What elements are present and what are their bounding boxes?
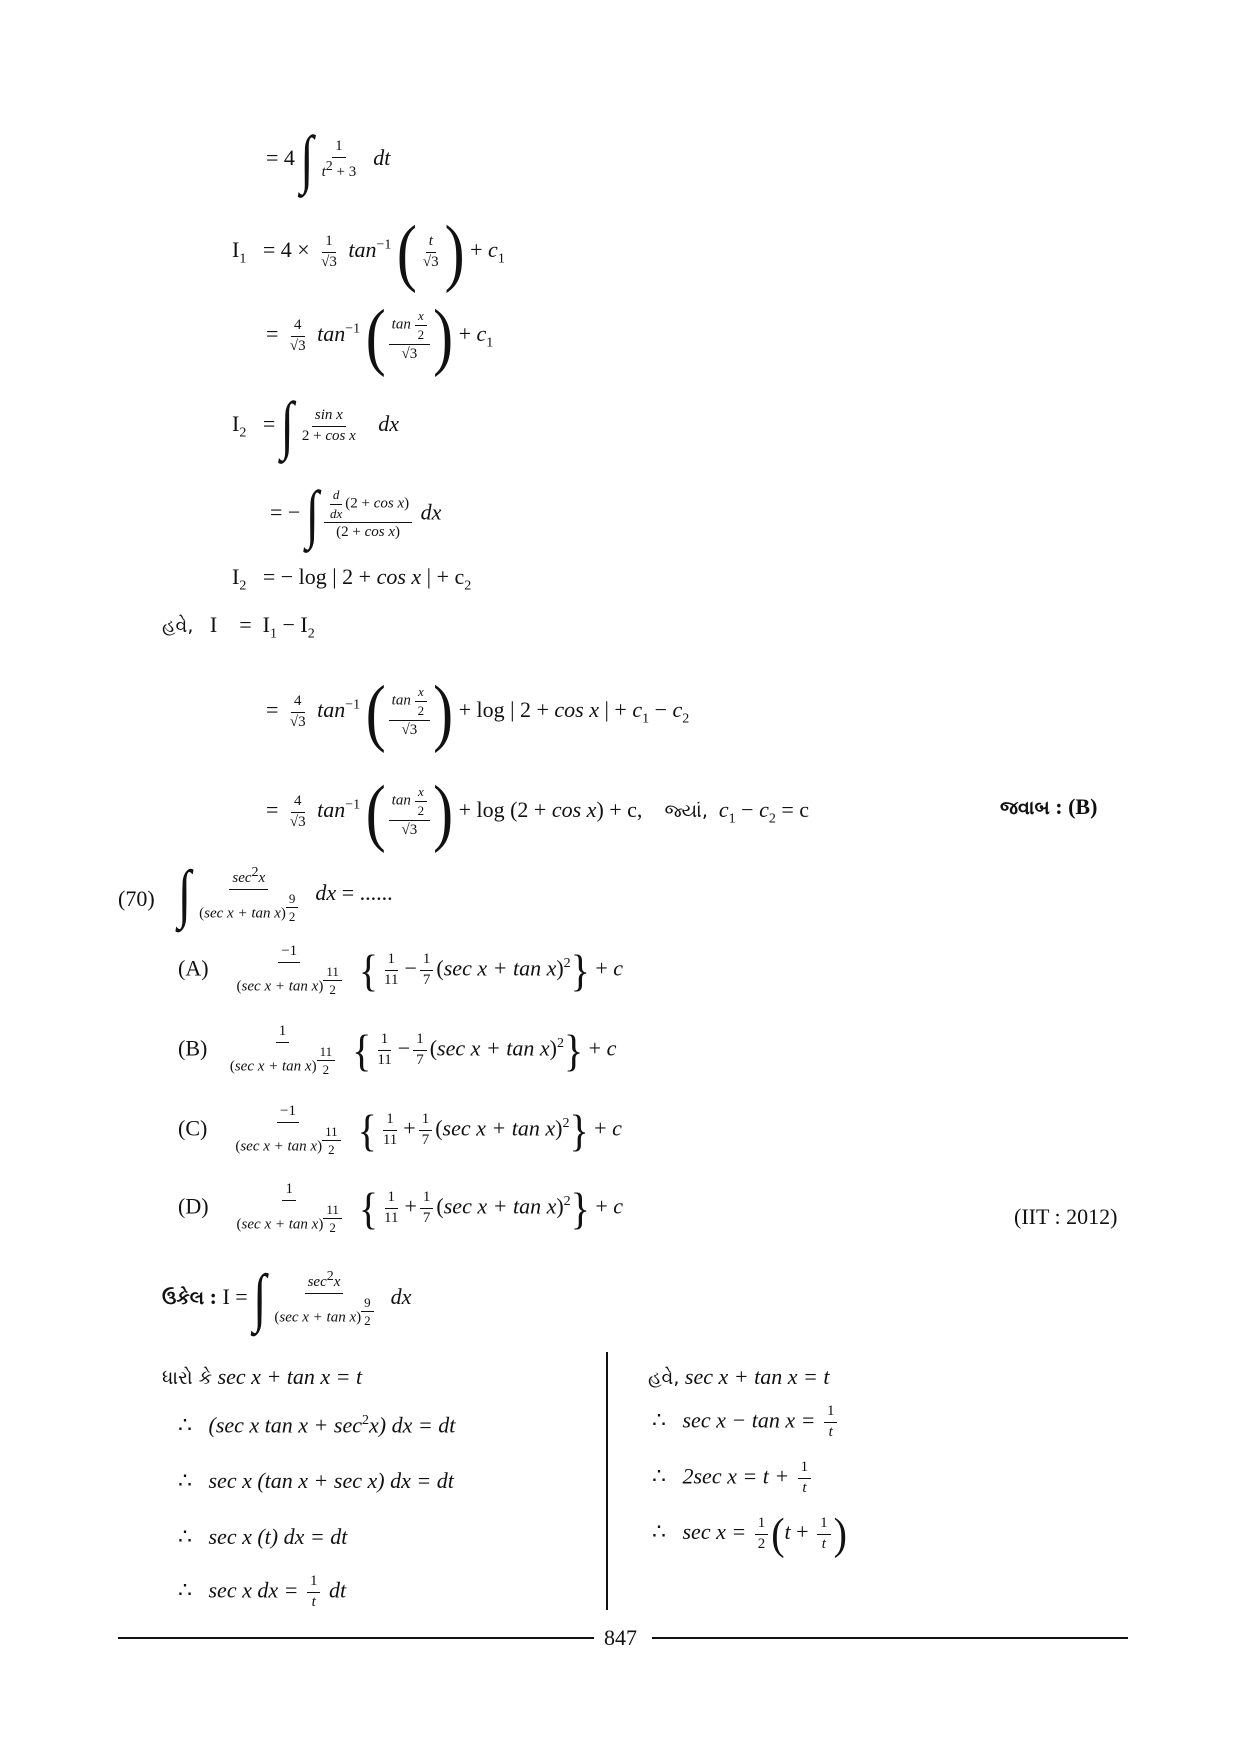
sol-right-3: ∴ 2sec x = t + $\frac{1}{t}$ <box>652 1460 814 1497</box>
question-source: (IIT : 2012) <box>1014 1204 1118 1229</box>
answer: જવાબ : (B) <box>1000 794 1098 819</box>
eq-line-8: = $\frac{4}{√3}$ $\tan^{-1}$ ( tan $\frac{x}{2}$ √3 ) + log | 2 + cos x | + $c_1 - c_2$ <box>266 670 690 754</box>
sol-left-3: ∴ sec x (tan x + sec x) dx = dt <box>178 1468 454 1493</box>
eq-line-4: $I_2$ = ∫ $\frac{\text{sin x}}{\text{2 + cos x}}$ dx <box>232 389 400 462</box>
eq-line-3: = $\frac{4}{√3}$ $\tan^{-1}$ ( tan $\frac{x}{2}$ √3 ) + $c_1$ <box>266 294 494 378</box>
option-a: (A) −1 (sec x + tan x) $^{\frac{11}{2}}$ { $\frac{1}{11}$ − $\frac{1}{7}$ (sec x + tan x)$^2$} + c <box>178 943 624 998</box>
question-integral: ∫ $\sec^2x$ (sec x + tan x) $^{\frac{9}{2}}$ dx = ...... <box>178 858 393 931</box>
sol-left-2: ∴ (sec x $\tan x + \sec^2x$) dx = dt <box>178 1412 456 1438</box>
question-number: (70) <box>118 886 155 911</box>
solution-header: ઉકેલ : I = ∫ $\sec^2x$ (sec x + tan x) $^{\frac{9}{2}}$ dx <box>162 1262 412 1335</box>
sol-right-4: ∴ sec x = $\frac{1}{2}$ (t + $\frac{1}{t}$ ) <box>652 1508 847 1559</box>
option-d: (D) 1 (sec x + tan x) $^{\frac{11}{2}}$ { $\frac{1}{11}$ + $\frac{1}{7}$ (sec x + tan x)$^2$} + c <box>178 1181 624 1236</box>
footer-rule-right <box>652 1637 1128 1639</box>
eq-line-1: = 4 ∫ $\frac{1}{t^2 + 3}$ dt <box>266 123 391 196</box>
sol-left-4: ∴ sec x (t) dx = dt <box>178 1524 348 1549</box>
eq-line-5: = − ∫ $\frac{d}{dx}$ (2 + cos x) (2 + cos x) dx <box>270 478 442 550</box>
option-c: (C) −1 (sec x + tan x) $^{\frac{11}{2}}$ { $\frac{1}{11}$ + $\frac{1}{7}$ (sec x + tan x)$^2$} + c <box>178 1103 622 1158</box>
column-divider <box>606 1352 608 1610</box>
eq-line-6: $I_2$ = − log | 2 + cos x | + $c_2$ <box>232 564 472 594</box>
eq-line-2: $I_1$ = 4 × $\frac{1}{√3}$ $\tan^{-1}$ ( $\frac{t}{√3}$ ) + $c_1$ <box>232 210 505 294</box>
page-number: 847 <box>604 1625 637 1650</box>
eq-line-9: = $\frac{4}{√3}$ $\tan^{-1}$ ( tan $\frac{x}{2}$ √3 ) + log (2 + cos x) + c, જ્યાં, $c_1 - c_2 = c$ <box>266 770 809 854</box>
sol-right-1: હવે, sec x + tan x = t <box>648 1364 830 1389</box>
option-b: (B) 1 (sec x + tan x) $^{\frac{11}{2}}$ { $\frac{1}{11}$ − $\frac{1}{7}$ (sec x + tan x)$^2$} + c <box>178 1023 617 1078</box>
footer-rule-left <box>118 1637 594 1639</box>
sol-right-2: ∴ sec x − tan x = $\frac{1}{t}$ <box>652 1404 840 1441</box>
fraction: $\frac{1}{t^2 + 3}$ <box>321 138 357 180</box>
sol-left-1: ધારો કે sec x + tan x = t <box>162 1364 363 1389</box>
sol-left-5: ∴ sec x dx = $\frac{1}{t}$ dt <box>178 1573 347 1610</box>
eq-line-7: હવે, I = $I_1 - I_2$ <box>162 612 315 642</box>
